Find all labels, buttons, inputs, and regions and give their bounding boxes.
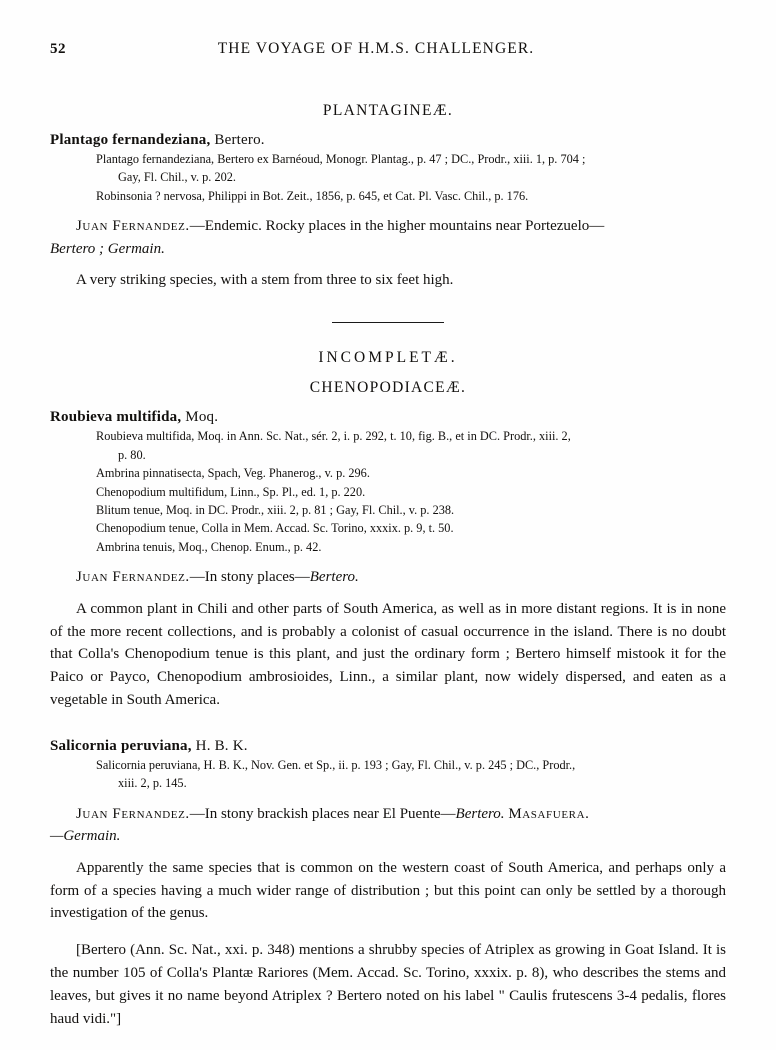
page-header: [50, 40, 726, 58]
page-content: [50, 40, 726, 1030]
page-number: 52: [50, 41, 66, 57]
bracket-note-atriplex: [Bertero (Ann. Sc. Nat., xxi. p. 348) mentions a shrubby species of Atriplex as growing in Goat Island. It is the number 105 of Colla's Plantæ Rariores (Mem. Accad. Sc. Torino, xxxix. p. 8), who describes the stems and leaves, but gives it no name beyond Atriplex ? Bertero noted on his label " Caulis frutescens 3-4 pedalis, flores haud vidi."]: [50, 942, 726, 1027]
species-name: Salicornia peruviana,: [50, 737, 192, 754]
locality-collectors: Bertero.: [309, 569, 359, 586]
synonymy-line: Salicornia peruviana, H. B. K., Nov. Gen. et Sp., ii. p. 193 ; Gay, Fl. Chil., v. p. 245 ; DC., Prodr.,: [96, 757, 576, 772]
synonymy-line: Ambrina pinnatisecta, Spach, Veg. Phanerog., v. p. 296.: [96, 466, 370, 481]
synonymy-salicornia: [96, 757, 726, 793]
synonymy-line: Chenopodium multifidum, Linn., Sp. Pl., ed. 1, p. 220.: [96, 484, 366, 499]
locality-label: Juan Fernandez.: [76, 805, 190, 822]
locality-text: —Endemic. Rocky places in the higher mountains near Portezuelo—: [189, 218, 605, 235]
locality-collectors: Bertero ; Germain.: [50, 240, 165, 257]
synonymy-line: Chenopodium tenue, Colla in Mem. Accad. Sc. Torino, xxxix. p. 9, t. 50.: [96, 521, 454, 536]
synonymy-plantago: [96, 151, 726, 205]
synonymy-line: Blitum tenue, Moq. in DC. Prodr., xiii. 2, p. 81 ; Gay, Fl. Chil., v. p. 238.: [96, 502, 455, 517]
locality-label-secondary: Masafuera.: [508, 805, 590, 822]
synonymy-line: Ambrina tenuis, Moq., Chenop. Enum., p. 42.: [96, 539, 322, 554]
section-title-plantagineae: PLANTAGINEÆ.: [322, 102, 454, 119]
species-name: Plantago fernandeziana,: [50, 132, 211, 148]
synonymy-line: Gay, Fl. Chil., v. p. 202.: [118, 170, 236, 185]
note-plantago: A very striking species, with a stem from three to six feet high.: [76, 272, 454, 289]
note-salicornia: Apparently the same species that is common on the western coast of South America, and perhaps only a form of a species having a much wider range of distribution ; but this point can only be settled by a thorough investigation of the genus.: [50, 859, 726, 922]
synonymy-line: Plantago fernandeziana, Bertero ex Barnéoud, Monogr. Plantag., p. 47 ; DC., Prodr., xiii. 1, p. 704 ;: [96, 152, 586, 166]
section-title-incompletae: INCOMPLETÆ.: [318, 349, 458, 367]
species-author: Moq.: [185, 409, 219, 426]
locality-label: Juan Fernandez.: [76, 569, 190, 586]
locality-collectors-secondary: —Germain.: [50, 828, 121, 845]
locality-collectors: Bertero.: [455, 805, 505, 822]
species-heading-salicornia: [50, 738, 726, 755]
locality-label: Juan Fernandez.: [76, 218, 190, 235]
section-divider-rule: [332, 322, 444, 323]
locality-salicornia: [50, 803, 726, 848]
species-heading-plantago: [50, 132, 726, 149]
synonymy-line: p. 80.: [118, 447, 146, 462]
running-head: THE VOYAGE OF H.M.S. CHALLENGER.: [217, 40, 535, 57]
locality-text: —In stony places—: [189, 569, 310, 586]
locality-text: —In stony brackish places near El Puente—: [189, 805, 456, 822]
synonymy-roubieva: [96, 428, 726, 556]
locality-roubieva: [50, 566, 726, 589]
synonymy-line: Roubieva multifida, Moq. in Ann. Sc. Nat., sér. 2, i. p. 292, t. 10, fig. B., et in DC. Prodr., xiii. 2,: [96, 429, 571, 444]
note-roubieva: A common plant in Chili and other parts of South America, as well as in more distant regions. It is in none of the more recent collections, and is probably a colonist of casual occurrence in the island. There is no doubt that Colla's Chenopodium tenue is this plant, and just the ordinary form ; Bertero himself mistook it for the Paico or Payco, Chenopodium ambrosioides, Linn., a similar plant, now widely dispersed, and eaten as a vegetable in South America.: [50, 600, 726, 709]
synonymy-line: Robinsonia ? nervosa, Philippi in Bot. Zeit., 1856, p. 645, et Cat. Pl. Vasc. Chil., p. 176.: [96, 188, 529, 203]
species-author: Bertero.: [214, 132, 265, 148]
species-name: Roubieva multifida,: [50, 409, 182, 426]
species-heading-roubieva: [50, 409, 726, 426]
species-author: H. B. K.: [195, 737, 248, 754]
locality-plantago: [50, 215, 726, 260]
synonymy-line: xiii. 2, p. 145.: [118, 776, 187, 791]
family-title-chenopodiaceae: CHENOPODIACEÆ.: [309, 379, 467, 397]
